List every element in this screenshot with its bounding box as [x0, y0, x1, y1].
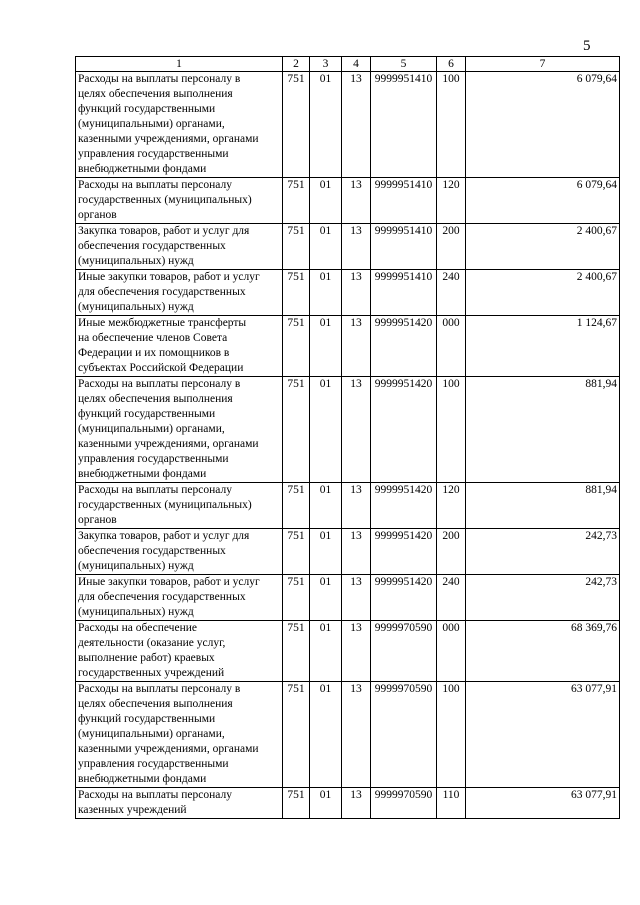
expense-type-cell: 100	[437, 377, 466, 483]
expense-type-cell: 200	[437, 529, 466, 575]
expense-name-cell	[76, 224, 283, 270]
expense-name-line: Федерации и их помощников в	[78, 347, 230, 359]
amount-cell: 2 400,67	[466, 224, 620, 270]
amount-cell: 6 079,64	[466, 178, 620, 224]
section-code-cell: 01	[310, 377, 342, 483]
subsection-code-cell: 13	[342, 682, 371, 788]
target-article-cell: 9999951420	[371, 529, 437, 575]
expense-name-line: управления государственными	[78, 453, 229, 465]
section-code-cell: 01	[310, 621, 342, 682]
subsection-code-cell: 13	[342, 529, 371, 575]
section-code-cell: 01	[310, 224, 342, 270]
subsection-code-cell: 13	[342, 575, 371, 621]
expense-name-line: (муниципальными) органами,	[78, 118, 225, 130]
table-row	[76, 621, 620, 682]
target-article-cell: 9999951410	[371, 72, 437, 178]
target-article-cell: 9999951420	[371, 377, 437, 483]
expense-name-cell	[76, 682, 283, 788]
ministry-code-cell: 751	[283, 72, 310, 178]
expense-name-line: целях обеспечения выполнения	[78, 88, 233, 100]
table-body	[76, 72, 620, 819]
amount-cell: 881,94	[466, 483, 620, 529]
expense-name-line: казенных учреждений	[78, 804, 187, 816]
expense-name-cell	[76, 178, 283, 224]
expense-name-line: государственных (муниципальных)	[78, 499, 252, 511]
expense-name-line: функций государственными	[78, 713, 216, 725]
subsection-code-cell: 13	[342, 788, 371, 819]
target-article-cell: 9999970590	[371, 788, 437, 819]
amount-cell: 242,73	[466, 575, 620, 621]
expense-name-cell	[76, 788, 283, 819]
ministry-code-cell: 751	[283, 529, 310, 575]
amount-cell: 2 400,67	[466, 270, 620, 316]
subsection-code-cell: 13	[342, 483, 371, 529]
expense-name-line: государственных учреждений	[78, 667, 225, 679]
subsection-code-cell: 13	[342, 621, 371, 682]
expense-name-line: внебюджетными фондами	[78, 163, 207, 175]
amount-cell: 63 077,91	[466, 788, 620, 819]
target-article-cell: 9999951410	[371, 270, 437, 316]
column-header-2: 2	[283, 57, 310, 72]
expense-name-line: на обеспечение членов Совета	[78, 332, 228, 344]
expense-name-line: казенными учреждениями, органами	[78, 133, 259, 145]
expense-type-cell: 100	[437, 72, 466, 178]
ministry-code-cell: 751	[283, 178, 310, 224]
ministry-code-cell: 751	[283, 621, 310, 682]
expense-name-cell	[76, 270, 283, 316]
expense-name-line: Расходы на выплаты персоналу	[78, 484, 232, 496]
expense-name-line: Расходы на выплаты персоналу в	[78, 378, 241, 390]
expense-name-line: Иные закупки товаров, работ и услуг	[78, 271, 260, 283]
table-row	[76, 316, 620, 377]
subsection-code-cell: 13	[342, 377, 371, 483]
expense-name-line: управления государственными	[78, 148, 229, 160]
expense-name-line: органов	[78, 209, 117, 221]
expense-name-line: внебюджетными фондами	[78, 468, 207, 480]
expense-name-line: обеспечения государственных	[78, 240, 226, 252]
expense-name-line: Расходы на выплаты персоналу	[78, 179, 232, 191]
section-code-cell: 01	[310, 529, 342, 575]
expense-name-line: (муниципальных) нужд	[78, 560, 194, 572]
amount-cell: 242,73	[466, 529, 620, 575]
ministry-code-cell: 751	[283, 483, 310, 529]
ministry-code-cell: 751	[283, 377, 310, 483]
column-header-7: 7	[466, 57, 620, 72]
table-row	[76, 178, 620, 224]
expense-name-line: функций государственными	[78, 408, 216, 420]
target-article-cell: 9999970590	[371, 621, 437, 682]
expense-name-cell	[76, 316, 283, 377]
target-article-cell: 9999951420	[371, 316, 437, 377]
expense-name-line: органов	[78, 514, 117, 526]
target-article-cell: 9999951410	[371, 224, 437, 270]
subsection-code-cell: 13	[342, 72, 371, 178]
expense-name-cell	[76, 377, 283, 483]
expense-name-line: для обеспечения государственных	[78, 591, 246, 603]
target-article-cell: 9999970590	[371, 682, 437, 788]
expense-name-cell	[76, 529, 283, 575]
expense-name-cell	[76, 575, 283, 621]
expense-name-line: Закупка товаров, работ и услуг для	[78, 530, 250, 542]
column-header-5: 5	[371, 57, 437, 72]
budget-table	[75, 56, 620, 819]
expense-name-line: управления государственными	[78, 758, 229, 770]
expense-name-line: обеспечения государственных	[78, 545, 226, 557]
expense-name-line: казенными учреждениями, органами	[78, 438, 259, 450]
amount-cell: 881,94	[466, 377, 620, 483]
expense-name-cell	[76, 483, 283, 529]
amount-cell: 68 369,76	[466, 621, 620, 682]
expense-name-line: внебюджетными фондами	[78, 773, 207, 785]
expense-name-line: Расходы на обеспечение	[78, 622, 197, 634]
section-code-cell: 01	[310, 788, 342, 819]
section-code-cell: 01	[310, 682, 342, 788]
ministry-code-cell: 751	[283, 224, 310, 270]
table-row	[76, 483, 620, 529]
column-header-6: 6	[437, 57, 466, 72]
expense-name-line: целях обеспечения выполнения	[78, 393, 233, 405]
expense-type-cell: 120	[437, 483, 466, 529]
section-code-cell: 01	[310, 178, 342, 224]
target-article-cell: 9999951420	[371, 483, 437, 529]
ministry-code-cell: 751	[283, 575, 310, 621]
section-code-cell: 01	[310, 270, 342, 316]
table-row	[76, 270, 620, 316]
table-row	[76, 377, 620, 483]
expense-name-line: деятельности (оказание услуг,	[78, 637, 226, 649]
header-row	[76, 57, 620, 72]
expense-name-line: (муниципальных) нужд	[78, 255, 194, 267]
subsection-code-cell: 13	[342, 178, 371, 224]
ministry-code-cell: 751	[283, 270, 310, 316]
section-code-cell: 01	[310, 575, 342, 621]
subsection-code-cell: 13	[342, 316, 371, 377]
expense-name-line: государственных (муниципальных)	[78, 194, 252, 206]
expense-name-line: (муниципальных) нужд	[78, 301, 194, 313]
target-article-cell: 9999951420	[371, 575, 437, 621]
expense-type-cell: 240	[437, 270, 466, 316]
ministry-code-cell: 751	[283, 682, 310, 788]
expense-name-line: для обеспечения государственных	[78, 286, 246, 298]
ministry-code-cell: 751	[283, 316, 310, 377]
table-row	[76, 529, 620, 575]
page-number: 5	[583, 38, 591, 54]
expense-name-line: выполнение работ) краевых	[78, 652, 215, 664]
expense-name-line: Закупка товаров, работ и услуг для	[78, 225, 250, 237]
expense-name-line: Иные межбюджетные трансферты	[78, 317, 247, 329]
target-article-cell: 9999951410	[371, 178, 437, 224]
expense-type-cell: 200	[437, 224, 466, 270]
amount-cell: 6 079,64	[466, 72, 620, 178]
expense-type-cell: 100	[437, 682, 466, 788]
section-code-cell: 01	[310, 72, 342, 178]
expense-name-line: казенными учреждениями, органами	[78, 743, 259, 755]
section-code-cell: 01	[310, 316, 342, 377]
table-row	[76, 72, 620, 178]
expense-type-cell: 240	[437, 575, 466, 621]
subsection-code-cell: 13	[342, 224, 371, 270]
ministry-code-cell: 751	[283, 788, 310, 819]
expense-name-line: Расходы на выплаты персоналу в	[78, 683, 241, 695]
expense-name-line: Иные закупки товаров, работ и услуг	[78, 576, 260, 588]
table-row	[76, 788, 620, 819]
expense-name-line: Расходы на выплаты персоналу в	[78, 73, 241, 85]
section-code-cell: 01	[310, 483, 342, 529]
expense-type-cell: 120	[437, 178, 466, 224]
expense-name-cell	[76, 72, 283, 178]
expense-name-cell	[76, 621, 283, 682]
column-header-1: 1	[76, 57, 283, 72]
subsection-code-cell: 13	[342, 270, 371, 316]
expense-type-cell: 000	[437, 316, 466, 377]
expense-name-line: (муниципальных) нужд	[78, 606, 194, 618]
expense-type-cell: 110	[437, 788, 466, 819]
table-row	[76, 575, 620, 621]
expense-name-line: функций государственными	[78, 103, 216, 115]
expense-name-line: целях обеспечения выполнения	[78, 698, 233, 710]
table-row	[76, 224, 620, 270]
amount-cell: 1 124,67	[466, 316, 620, 377]
expense-name-line: Расходы на выплаты персоналу	[78, 789, 232, 801]
table-row	[76, 682, 620, 788]
amount-cell: 63 077,91	[466, 682, 620, 788]
expense-name-line: субъектах Российской Федерации	[78, 362, 244, 374]
expense-name-line: (муниципальными) органами,	[78, 423, 225, 435]
expense-name-line: (муниципальными) органами,	[78, 728, 225, 740]
column-header-4: 4	[342, 57, 371, 72]
expense-type-cell: 000	[437, 621, 466, 682]
column-header-3: 3	[310, 57, 342, 72]
